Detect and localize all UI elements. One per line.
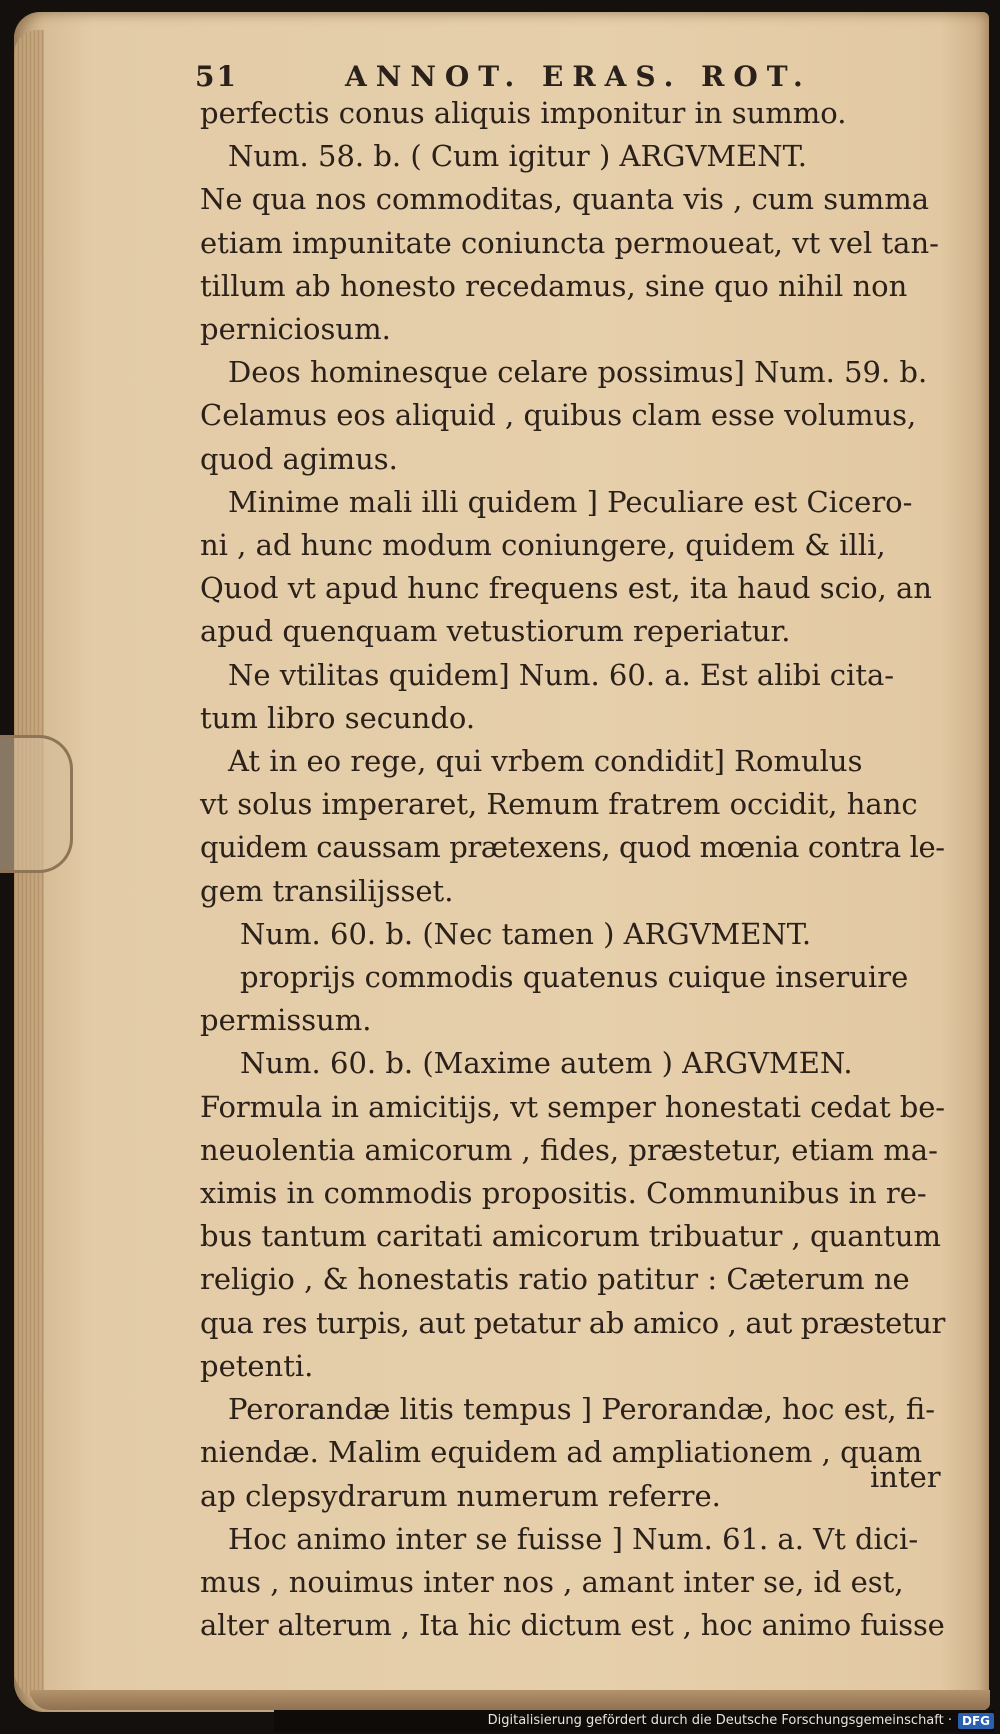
body-text: [200, 92, 945, 1647]
text-line: vt solus imperaret, Remum fratrem occidit, hanc: [200, 787, 918, 822]
text-line: permissum.: [200, 1003, 372, 1038]
text-line: Deos hominesque celare possimus] Num. 59. b.: [228, 355, 928, 390]
text-line: Num. 60. b. (Maxime autem ) ARGVMEN.: [240, 1046, 853, 1081]
text-line: alter alterum , Ita hic dictum est , hoc animo fuisse: [200, 1608, 945, 1643]
text-line: apud quenquam vetustiorum reperiatur.: [200, 614, 791, 649]
page-clip-tab: [0, 735, 73, 873]
text-line: tillum ab honesto recedamus, sine quo nihil non: [200, 268, 908, 303]
text-line: ni , ad hunc modum coniungere, quidem & illi,: [200, 528, 886, 563]
text-line: niendæ. Malim equidem ad ampliationem , quam: [200, 1435, 923, 1470]
text-line: gem transilijsset.: [200, 873, 454, 908]
text-line: Ne vtilitas quidem] Num. 60. a. Est alibi cita-: [228, 657, 895, 692]
text-line: Quod vt apud hunc frequens est, ita haud scio, an: [200, 571, 932, 606]
text-line: perfectis conus aliquis imponitur in summo.: [200, 96, 847, 130]
text-line: quod agimus.: [200, 441, 398, 476]
text-line: Num. 58. b. ( Cum igitur ) ARGVMENT.: [228, 139, 807, 174]
page-number: 51: [195, 60, 238, 93]
text-line: Celamus eos aliquid , quibus clam esse volumus,: [200, 398, 917, 433]
dfg-logo: DFG: [958, 1713, 994, 1729]
text-line: qua res turpis, aut petatur ab amico , aut præstetur: [200, 1305, 946, 1340]
text-line: Minime mali illi quidem ] Peculiare est Cicero-: [228, 484, 913, 519]
text-line: Formula in amicitijs, vt semper honestati cedat be-: [200, 1089, 946, 1124]
text-line: At in eo rege, qui vrbem condidit] Romulus: [228, 744, 863, 779]
text-line: perniciosum.: [200, 312, 391, 347]
footer-credit: Digitalisierung gefördert durch die Deutsche Forschungsgemeinschaft ·: [487, 1713, 952, 1728]
text-line: ap clepsydrarum numerum referre.: [200, 1478, 721, 1513]
text-line: proprijs commodis quatenus cuique inseruire: [240, 960, 909, 995]
text-line: Num. 60. b. (Nec tamen ) ARGVMENT.: [240, 916, 812, 951]
text-line: religio , & honestatis ratio patitur : Cæterum ne: [200, 1262, 910, 1297]
catchword: inter: [870, 1460, 941, 1494]
text-line: quidem caussam prætexens, quod mœnia contra le-: [200, 830, 945, 865]
text-line: tum libro secundo.: [200, 700, 476, 735]
text-line: Hoc animo inter se fuisse ] Num. 61. a. Vt dici-: [228, 1521, 919, 1556]
text-line: mus , nouimus inter nos , amant inter se, id est,: [200, 1564, 904, 1599]
text-line: bus tantum caritati amicorum tribuatur , quantum: [200, 1219, 942, 1254]
text-line: petenti.: [200, 1348, 314, 1383]
text-line: neuolentia amicorum , fides, præstetur, etiam ma-: [200, 1132, 938, 1167]
text-line: ximis in commodis propositis. Communibus in re-: [200, 1176, 927, 1211]
digitization-footer: [274, 1710, 994, 1732]
running-title: ANNOT. ERAS. ROT.: [345, 60, 812, 93]
bottom-page-edge: [30, 1690, 990, 1710]
text-line: Perorandæ litis tempus ] Perorandæ, hoc est, fi-: [228, 1392, 935, 1427]
text-line: Ne qua nos commoditas, quanta vis , cum summa: [200, 182, 930, 217]
text-line: etiam impunitate coniuncta permoueat, vt vel tan-: [200, 225, 939, 260]
